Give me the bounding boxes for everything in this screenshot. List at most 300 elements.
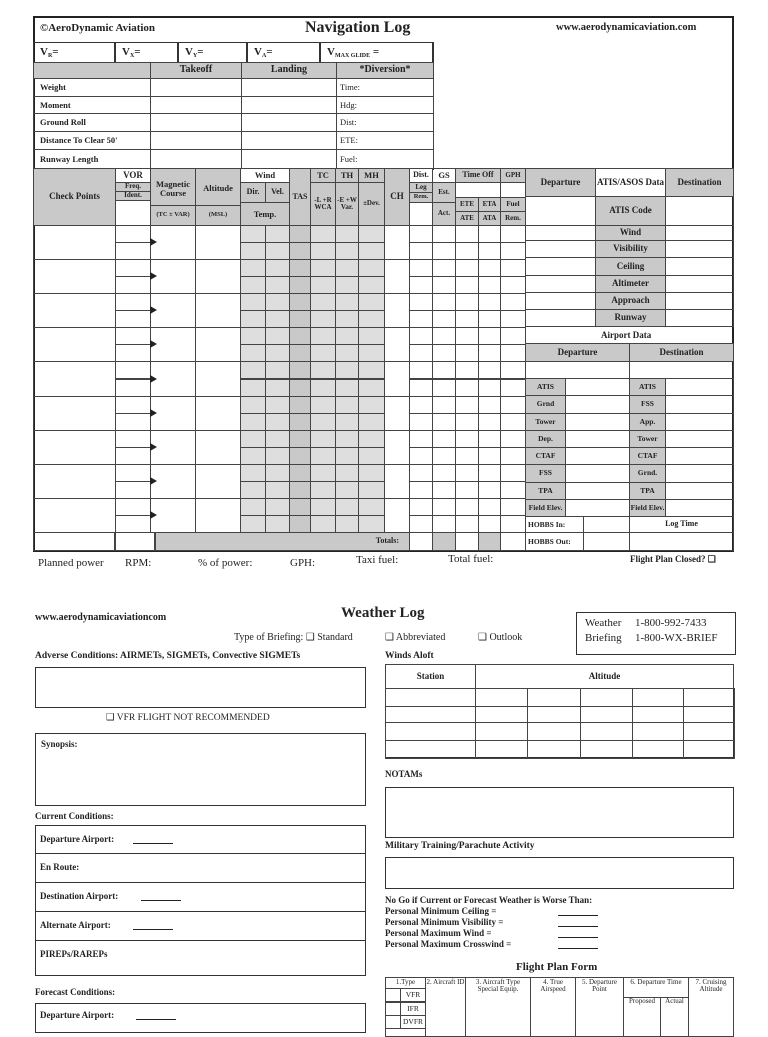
checkpoint-cell[interactable] [33, 430, 116, 465]
notams-field[interactable] [385, 787, 734, 838]
log-cell[interactable] [289, 259, 311, 277]
log-cell[interactable] [115, 293, 151, 311]
checkpoint-cell[interactable] [195, 259, 241, 294]
log-cell[interactable] [115, 344, 151, 362]
totals-field[interactable] [478, 532, 501, 551]
log-cell[interactable] [500, 515, 526, 533]
winds-altitude-field[interactable] [475, 722, 528, 741]
log-cell[interactable] [335, 413, 359, 431]
log-cell[interactable] [432, 447, 456, 465]
log-cell[interactable] [455, 379, 479, 397]
log-cell[interactable] [335, 396, 359, 414]
briefing-outlook-checkbox[interactable]: ❑ Outlook [478, 632, 523, 643]
log-cell[interactable] [358, 361, 385, 379]
airport-blank[interactable] [525, 361, 630, 379]
log-cell[interactable] [500, 225, 526, 243]
log-cell[interactable] [289, 242, 311, 260]
log-cell[interactable] [500, 293, 526, 311]
log-cell[interactable] [358, 447, 385, 465]
log-cell[interactable] [115, 481, 151, 499]
log-cell[interactable] [115, 396, 151, 414]
log-cell[interactable] [335, 344, 359, 362]
winds-altitude-field[interactable] [580, 706, 633, 723]
log-cell[interactable] [432, 242, 456, 260]
log-cell[interactable] [478, 515, 501, 533]
log-cell[interactable] [265, 430, 290, 448]
winds-altitude-field[interactable] [632, 706, 684, 723]
log-cell[interactable] [409, 259, 433, 277]
log-cell[interactable] [358, 413, 385, 431]
log-cell[interactable] [500, 310, 526, 328]
log-cell[interactable] [265, 242, 290, 260]
log-cell[interactable] [432, 379, 456, 397]
log-cell[interactable] [289, 515, 311, 533]
log-cell[interactable] [358, 379, 385, 397]
winds-altitude-field[interactable] [527, 706, 581, 723]
log-cell[interactable] [289, 344, 311, 362]
checkpoint-cell[interactable] [384, 259, 410, 294]
winds-altitude-field[interactable] [580, 740, 633, 759]
winds-altitude-field[interactable] [683, 740, 735, 759]
aircraft-type-column[interactable] [465, 977, 531, 1037]
log-cell[interactable] [310, 344, 336, 362]
log-cell[interactable] [478, 396, 501, 414]
winds-station-field[interactable] [385, 722, 476, 741]
vspeed-field-max-glide[interactable] [320, 42, 433, 63]
log-cell[interactable] [358, 481, 385, 499]
log-cell[interactable] [455, 498, 479, 516]
log-cell[interactable] [310, 361, 336, 379]
log-cell[interactable] [409, 344, 433, 362]
log-cell[interactable] [115, 361, 151, 379]
briefing-standard-checkbox[interactable]: Type of Briefing: ❑ Standard [234, 632, 353, 643]
vspeed-field-r[interactable] [33, 42, 115, 63]
log-cell[interactable] [478, 481, 501, 499]
log-cell[interactable] [310, 430, 336, 448]
log-cell[interactable] [335, 242, 359, 260]
hobbs-out-field[interactable] [583, 532, 630, 551]
atis-departure-field[interactable] [525, 309, 596, 327]
log-cell[interactable] [500, 379, 526, 397]
log-cell[interactable] [455, 225, 479, 243]
log-cell[interactable] [432, 293, 456, 311]
airport-freq-field[interactable] [665, 499, 734, 517]
log-cell[interactable] [409, 242, 433, 260]
atis-destination-field[interactable] [665, 257, 734, 276]
checkpoint-cell[interactable] [384, 327, 410, 362]
actual-time-field[interactable]: Actual [660, 997, 689, 1037]
departure-point-column[interactable] [575, 977, 624, 1037]
log-cell[interactable] [115, 430, 151, 448]
log-cell[interactable] [455, 276, 479, 294]
log-cell[interactable] [115, 225, 151, 243]
log-cell[interactable] [265, 464, 290, 482]
checkpoint-cell[interactable] [195, 327, 241, 362]
log-cell[interactable] [240, 310, 266, 328]
winds-altitude-field[interactable] [632, 740, 684, 759]
log-cell[interactable] [500, 430, 526, 448]
airport-freq-field[interactable] [565, 413, 630, 431]
log-cell[interactable] [432, 259, 456, 277]
log-cell[interactable] [265, 396, 290, 414]
log-cell[interactable] [358, 293, 385, 311]
airport-freq-field[interactable] [665, 378, 734, 396]
checkpoint-cell[interactable] [384, 361, 410, 396]
atis-departure-field[interactable] [525, 257, 596, 276]
checkpoint-cell[interactable] [33, 327, 116, 362]
checkpoint-cell[interactable] [33, 464, 116, 499]
log-cell[interactable] [240, 430, 266, 448]
log-cell[interactable] [478, 225, 501, 243]
flight-type-checkbox[interactable] [385, 988, 401, 1002]
checkpoint-cell[interactable] [195, 464, 241, 499]
takeoff-field[interactable] [150, 113, 242, 132]
log-cell[interactable] [115, 447, 151, 465]
log-cell[interactable] [265, 361, 290, 379]
log-cell[interactable] [335, 293, 359, 311]
winds-altitude-field[interactable] [527, 722, 581, 741]
log-cell[interactable] [115, 327, 151, 345]
log-cell[interactable] [500, 481, 526, 499]
log-cell[interactable] [335, 430, 359, 448]
log-cell[interactable] [432, 276, 456, 294]
airport-freq-field[interactable] [665, 464, 734, 482]
log-cell[interactable] [358, 344, 385, 362]
log-cell[interactable] [500, 413, 526, 431]
log-cell[interactable] [265, 276, 290, 294]
vfr-not-recommended-checkbox[interactable]: ❑ VFR FLIGHT NOT RECOMMENDED [106, 713, 270, 723]
diversion-field[interactable]: Time: [336, 78, 434, 97]
log-cell[interactable] [432, 464, 456, 482]
log-cell[interactable] [335, 327, 359, 345]
log-cell[interactable] [240, 447, 266, 465]
landing-field[interactable] [241, 149, 337, 169]
checkpoint-cell[interactable] [195, 396, 241, 431]
hobbs-in-field[interactable] [583, 516, 630, 533]
log-cell[interactable] [409, 515, 433, 533]
adverse-field[interactable] [35, 667, 366, 708]
checkpoint-cell[interactable] [384, 396, 410, 431]
current-conditions-row[interactable] [35, 911, 366, 941]
log-cell[interactable] [335, 447, 359, 465]
vspeed-field-a[interactable] [247, 42, 320, 63]
log-cell[interactable] [265, 379, 290, 397]
log-cell[interactable] [289, 379, 311, 397]
winds-altitude-field[interactable] [580, 722, 633, 741]
flight-type-checkbox[interactable] [385, 1015, 401, 1029]
log-cell[interactable] [289, 447, 311, 465]
log-cell[interactable] [500, 259, 526, 277]
log-cell[interactable] [265, 293, 290, 311]
log-cell[interactable] [478, 259, 501, 277]
log-cell[interactable] [432, 515, 456, 533]
airport-freq-field[interactable] [565, 378, 630, 396]
log-cell[interactable] [409, 396, 433, 414]
airport-freq-field[interactable] [565, 395, 630, 413]
log-cell[interactable] [115, 259, 151, 277]
checkpoint-cell[interactable] [384, 464, 410, 499]
log-cell[interactable] [358, 396, 385, 414]
log-cell[interactable] [240, 464, 266, 482]
airspeed-column[interactable] [530, 977, 576, 1037]
log-cell[interactable] [310, 276, 336, 294]
log-cell[interactable] [500, 327, 526, 345]
log-cell[interactable] [358, 276, 385, 294]
log-cell[interactable] [409, 413, 433, 431]
log-cell[interactable] [478, 464, 501, 482]
winds-altitude-field[interactable] [632, 688, 684, 707]
log-cell[interactable] [358, 225, 385, 243]
log-cell[interactable] [409, 481, 433, 499]
log-cell[interactable] [115, 242, 151, 260]
current-conditions-row[interactable] [35, 825, 366, 854]
vor-field[interactable] [115, 200, 151, 226]
flight-type-checkbox[interactable] [385, 1002, 401, 1016]
log-cell[interactable] [432, 430, 456, 448]
log-cell[interactable] [358, 430, 385, 448]
atis-departure-field[interactable] [525, 240, 596, 258]
log-cell[interactable] [455, 361, 479, 379]
log-cell[interactable] [265, 310, 290, 328]
log-cell[interactable] [310, 242, 336, 260]
log-cell[interactable] [478, 310, 501, 328]
log-cell[interactable] [500, 242, 526, 260]
log-cell[interactable] [289, 293, 311, 311]
winds-altitude-field[interactable] [475, 688, 528, 707]
log-cell[interactable] [358, 259, 385, 277]
atis-departure-field[interactable] [525, 225, 596, 241]
gph-field[interactable] [500, 182, 526, 198]
log-cell[interactable] [358, 515, 385, 533]
winds-altitude-field[interactable] [475, 706, 528, 723]
log-cell[interactable] [478, 447, 501, 465]
log-cell[interactable] [289, 498, 311, 516]
log-cell[interactable] [500, 464, 526, 482]
log-cell[interactable] [240, 225, 266, 243]
atis-departure-field[interactable] [525, 275, 596, 293]
log-cell[interactable] [265, 481, 290, 499]
log-cell[interactable] [310, 293, 336, 311]
log-cell[interactable] [289, 464, 311, 482]
log-cell[interactable] [115, 413, 151, 431]
checkpoint-cell[interactable] [195, 430, 241, 465]
airport-freq-field[interactable] [665, 395, 734, 413]
log-cell[interactable] [455, 344, 479, 362]
winds-altitude-field[interactable] [683, 722, 735, 741]
log-cell[interactable] [500, 361, 526, 379]
log-cell[interactable] [265, 413, 290, 431]
log-cell[interactable] [358, 242, 385, 260]
log-cell[interactable] [455, 481, 479, 499]
log-cell[interactable] [265, 515, 290, 533]
log-cell[interactable] [310, 498, 336, 516]
max-wind-field[interactable] [558, 937, 598, 938]
log-cell[interactable] [500, 344, 526, 362]
forecast-departure-field[interactable] [35, 1003, 366, 1033]
airport-freq-field[interactable] [665, 430, 734, 448]
checkpoint-cell[interactable] [195, 225, 241, 260]
takeoff-field[interactable] [150, 131, 242, 150]
log-cell[interactable] [409, 498, 433, 516]
log-cell[interactable] [432, 481, 456, 499]
log-cell[interactable] [240, 379, 266, 397]
log-cell[interactable] [240, 259, 266, 277]
log-cell[interactable] [500, 447, 526, 465]
airport-freq-field[interactable] [565, 447, 630, 465]
log-cell[interactable] [335, 259, 359, 277]
log-cell[interactable] [432, 361, 456, 379]
log-cell[interactable] [409, 430, 433, 448]
checkpoint-cell[interactable] [195, 361, 241, 396]
log-cell[interactable] [240, 498, 266, 516]
current-conditions-row[interactable] [35, 940, 366, 976]
log-cell[interactable] [240, 361, 266, 379]
airport-freq-field[interactable] [565, 464, 630, 482]
log-cell[interactable] [409, 447, 433, 465]
log-cell[interactable] [478, 327, 501, 345]
log-cell[interactable] [455, 259, 479, 277]
checkpoint-cell[interactable] [384, 225, 410, 260]
time-off-field[interactable] [455, 182, 501, 198]
winds-altitude-field[interactable] [683, 688, 735, 707]
log-cell[interactable] [478, 361, 501, 379]
log-cell[interactable] [289, 327, 311, 345]
log-cell[interactable] [455, 430, 479, 448]
log-cell[interactable] [115, 464, 151, 482]
log-cell[interactable] [500, 498, 526, 516]
log-cell[interactable] [115, 276, 151, 294]
log-cell[interactable] [240, 344, 266, 362]
cruising-altitude-column[interactable] [688, 977, 734, 1037]
airport-freq-field[interactable] [565, 482, 630, 500]
log-cell[interactable] [310, 413, 336, 431]
log-cell[interactable] [455, 327, 479, 345]
log-cell[interactable] [115, 498, 151, 516]
airport-freq-field[interactable] [565, 499, 630, 517]
atis-departure-field[interactable] [525, 292, 596, 310]
takeoff-field[interactable] [150, 149, 242, 169]
synopsis-field[interactable] [35, 733, 366, 806]
log-cell[interactable] [358, 498, 385, 516]
log-cell[interactable] [310, 379, 336, 397]
log-cell[interactable] [289, 310, 311, 328]
log-cell[interactable] [455, 310, 479, 328]
log-cell[interactable] [358, 464, 385, 482]
log-cell[interactable] [240, 396, 266, 414]
log-cell[interactable] [409, 276, 433, 294]
landing-field[interactable] [241, 113, 337, 132]
log-cell[interactable] [289, 413, 311, 431]
vspeed-field-x[interactable] [115, 42, 178, 63]
aircraft-id-column[interactable] [425, 977, 466, 1037]
min-ceiling-field[interactable] [558, 915, 598, 916]
log-cell[interactable] [432, 225, 456, 243]
checkpoint-cell[interactable] [195, 293, 241, 328]
log-cell[interactable] [478, 430, 501, 448]
log-cell[interactable] [289, 396, 311, 414]
checkpoint-cell[interactable] [33, 498, 116, 533]
log-cell[interactable] [265, 327, 290, 345]
log-cell[interactable] [358, 327, 385, 345]
log-cell[interactable] [240, 276, 266, 294]
current-conditions-row[interactable] [35, 853, 366, 883]
log-cell[interactable] [409, 379, 433, 397]
log-cell[interactable] [289, 481, 311, 499]
log-cell[interactable] [478, 379, 501, 397]
log-cell[interactable] [409, 327, 433, 345]
totals-field[interactable] [432, 532, 456, 551]
atis-destination-field[interactable] [665, 275, 734, 293]
airport-blank[interactable] [629, 361, 734, 379]
log-cell[interactable] [335, 515, 359, 533]
log-cell[interactable] [432, 396, 456, 414]
log-cell[interactable] [289, 225, 311, 243]
log-cell[interactable] [335, 481, 359, 499]
landing-field[interactable] [241, 131, 337, 150]
log-cell[interactable] [478, 344, 501, 362]
current-conditions-row[interactable] [35, 882, 366, 912]
winds-altitude-field[interactable] [475, 740, 528, 759]
winds-altitude-field[interactable] [527, 740, 581, 759]
log-cell[interactable] [409, 293, 433, 311]
log-cell[interactable] [478, 498, 501, 516]
log-cell[interactable] [289, 430, 311, 448]
totals-field[interactable] [409, 532, 433, 551]
briefing-abbreviated-checkbox[interactable]: ❑ Abbreviated [385, 632, 446, 643]
log-cell[interactable] [310, 259, 336, 277]
log-cell[interactable] [455, 447, 479, 465]
log-cell[interactable] [432, 327, 456, 345]
log-cell[interactable] [432, 344, 456, 362]
log-cell[interactable] [432, 310, 456, 328]
winds-altitude-field[interactable] [580, 688, 633, 707]
log-cell[interactable] [265, 498, 290, 516]
atis-destination-field[interactable] [665, 240, 734, 258]
log-cell[interactable] [310, 327, 336, 345]
atis-departure-field[interactable] [525, 196, 596, 226]
log-cell[interactable] [115, 310, 151, 328]
proposed-time-field[interactable]: Proposed [623, 997, 661, 1037]
airport-freq-field[interactable] [665, 413, 734, 431]
diversion-field[interactable]: Dist: [336, 113, 434, 132]
min-visibility-field[interactable] [558, 926, 598, 927]
log-cell[interactable] [310, 396, 336, 414]
log-cell[interactable] [455, 464, 479, 482]
winds-station-field[interactable] [385, 688, 476, 707]
airport-freq-field[interactable] [565, 430, 630, 448]
log-cell[interactable] [409, 310, 433, 328]
winds-station-field[interactable] [385, 740, 476, 759]
log-cell[interactable] [455, 413, 479, 431]
log-cell[interactable] [455, 293, 479, 311]
log-cell[interactable] [335, 379, 359, 397]
log-cell[interactable] [409, 464, 433, 482]
winds-altitude-field[interactable] [632, 722, 684, 741]
checkpoint-cell[interactable] [33, 293, 116, 328]
log-cell[interactable] [310, 481, 336, 499]
log-cell[interactable] [478, 413, 501, 431]
log-cell[interactable] [335, 498, 359, 516]
log-cell[interactable] [478, 293, 501, 311]
log-cell[interactable] [265, 225, 290, 243]
log-cell[interactable] [240, 242, 266, 260]
atis-destination-field[interactable] [665, 309, 734, 327]
log-cell[interactable] [335, 464, 359, 482]
log-cell[interactable] [310, 310, 336, 328]
checkpoint-cell[interactable] [33, 396, 116, 431]
atis-destination-field[interactable] [665, 292, 734, 310]
winds-altitude-field[interactable] [683, 706, 735, 723]
